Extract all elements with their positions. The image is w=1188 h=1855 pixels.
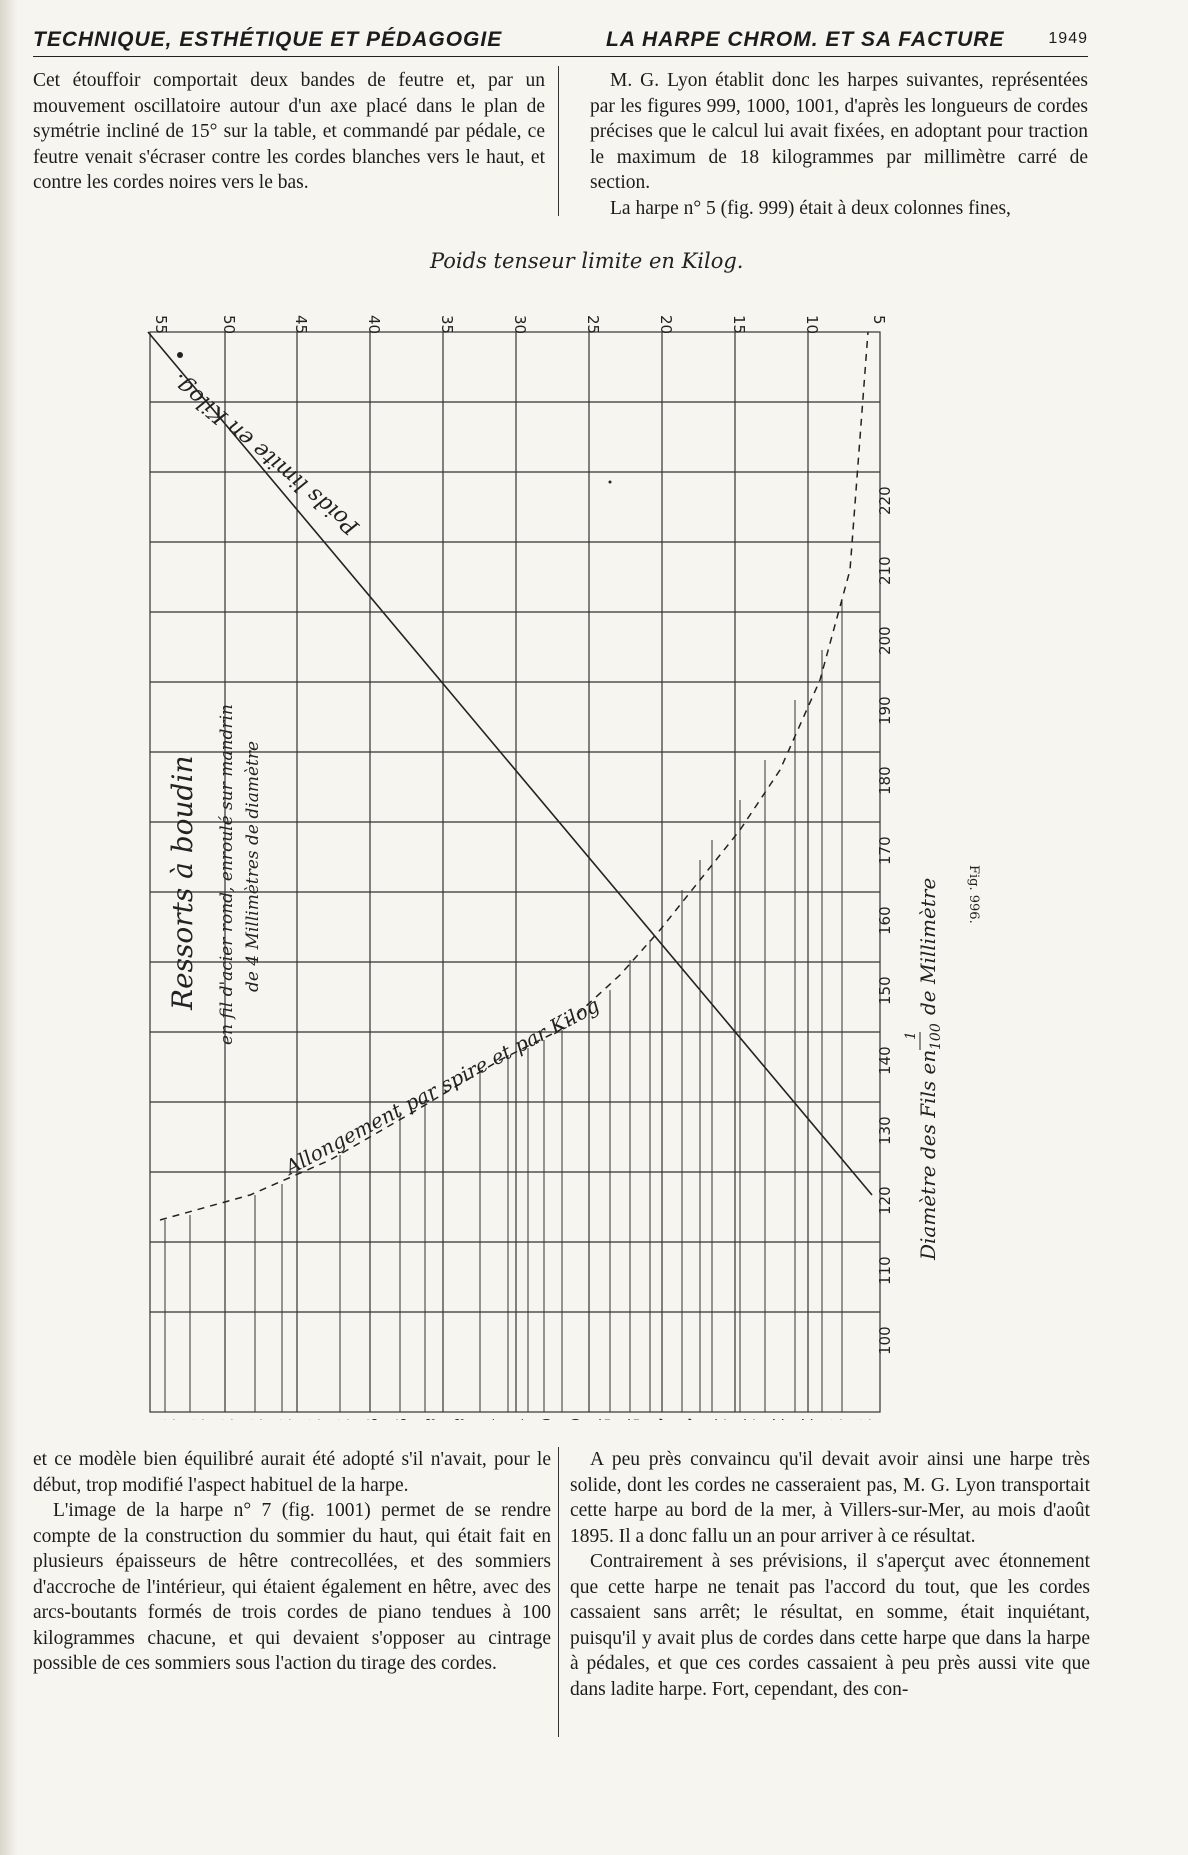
spring-chart — [0, 240, 1188, 1420]
weight-curve-label: Poids limite en Kilog. — [166, 368, 364, 540]
right-ticks — [876, 486, 894, 1355]
paragraph: Cet étouffoir comportait deux bandes de feutre et, par un mouvement oscillatoire autour d'un axe placé dans le plan de symétrie incliné de 15° sur la table, et commandé par pédale, ce feutre venait s'écraser contre les cordes blanches vers le haut, et contre les cordes noires vers le bas. — [33, 70, 545, 193]
figure-996 — [0, 240, 1188, 1425]
right-tick: 170 — [876, 836, 894, 865]
top-tick: 40 — [365, 315, 383, 335]
running-header — [33, 26, 1088, 57]
left-subtitle-1: en fil d'acier rond, enroulé sur mandrin — [217, 704, 237, 1045]
bottom-tick — [566, 1418, 584, 1420]
right-axis-title — [903, 878, 944, 1261]
paragraph: A peu près convaincu qu'il devait avoir ainsi une harpe très solide, dont les cordes ne casseraient pas, M. G. Lyon transportait cette harpe au bord de la mer, à Villers-sur-Mer, au mois d'août 1895. Il a donc fallu un an pour arriver à ce résultat. — [570, 1449, 1090, 1547]
bottom-tick — [421, 1418, 439, 1420]
bottom-tick — [537, 1418, 555, 1420]
bottom-tick — [711, 1418, 729, 1420]
top-tick: 20 — [657, 315, 675, 335]
bottom-tick — [479, 1418, 497, 1420]
bottom-tick — [189, 1418, 207, 1420]
right-tick: 180 — [876, 766, 894, 795]
paragraph: La harpe n° 5 (fig. 999) était à deux colonnes fines, — [610, 197, 1011, 219]
right-tick: 190 — [876, 696, 894, 725]
right-axis-title-main: Diamètre des Fils en — [916, 1049, 940, 1260]
bottom-tick — [334, 1418, 352, 1420]
top-tick: 30 — [511, 315, 529, 335]
right-tick: 200 — [876, 626, 894, 655]
top-tick: 10 — [803, 315, 821, 335]
top-tick: 35 — [438, 315, 456, 335]
top-tick: 15 — [730, 315, 748, 335]
left-subtitle-2: de 4 Millimètres de diamètre — [243, 740, 263, 992]
right-tick: 210 — [876, 556, 894, 585]
bottom-tick — [653, 1418, 671, 1420]
paragraph: M. G. Lyon établit donc les harpes suivantes, représentées par les figures 999, 1000, 1001, d'après les longueurs de cordes précises que le calcul lui avait fixées, en adoptant pour traction le maximum de 18 kilogrammes par millimètre carré de section. — [590, 70, 1088, 193]
header-right: LA HARPE CHROM. ET SA FACTURE — [606, 28, 1005, 51]
bottom-tick — [305, 1418, 323, 1420]
right-tick: 140 — [876, 1046, 894, 1075]
page-number: 1949 — [1048, 30, 1088, 47]
figure-caption: Fig. 996. — [966, 865, 981, 924]
right-tick: 150 — [876, 976, 894, 1005]
bottom-tick — [827, 1418, 845, 1420]
right-tick: 220 — [876, 486, 894, 515]
bottom-tick — [160, 1418, 178, 1420]
top-tick: 50 — [220, 315, 238, 335]
bottom-tick — [769, 1418, 787, 1420]
top-ticks — [152, 315, 888, 334]
column-divider — [558, 66, 559, 216]
bottom-tick — [450, 1418, 468, 1420]
text-column-top-left — [33, 68, 545, 196]
bottom-tick — [595, 1418, 613, 1420]
right-tick: 110 — [876, 1256, 894, 1285]
dot-mark — [609, 481, 612, 484]
bottom-tick — [508, 1418, 526, 1420]
top-axis-title: Poids tenseur limite en Kilog. — [430, 249, 744, 273]
column-divider — [558, 1447, 559, 1737]
right-tick: 100 — [876, 1326, 894, 1355]
paragraph: L'image de la harpe n° 7 (fig. 1001) permet de se rendre compte de la construction du sommier du haut, qui était fait en plusieurs épaisseurs de hêtre contrecollées, et des sommiers d'accroche de l'intérieur, qui étaient également en hêtre, avec des arcs-boutants formés de trois cordes de piano tendues à 100 kilogrammes chacune, et qui devaient s'opposer au cintrage possible de ces sommiers sous l'action du tirage des cordes. — [33, 1500, 551, 1674]
right-axis-fraction-num: 1 — [903, 1031, 919, 1040]
dot-mark — [177, 352, 183, 358]
bottom-ticks — [160, 1418, 874, 1420]
left-title: Ressorts à boudin — [166, 755, 199, 1010]
bottom-tick — [740, 1418, 758, 1420]
bottom-tick — [392, 1418, 410, 1420]
top-tick: 25 — [584, 315, 602, 335]
right-tick: 130 — [876, 1116, 894, 1145]
right-axis-title-end: de Millimètre — [916, 877, 940, 1015]
right-tick: 120 — [876, 1186, 894, 1215]
text-column-bottom-right — [570, 1447, 1090, 1702]
elongation-curve-label: Allongement par spire et par Kilog — [281, 992, 604, 1180]
bottom-tick — [798, 1418, 816, 1420]
elongation-bars — [165, 600, 842, 1412]
right-tick: 160 — [876, 906, 894, 935]
bottom-tick — [856, 1418, 874, 1420]
bottom-tick — [682, 1418, 700, 1420]
bottom-tick — [624, 1418, 642, 1420]
text-column-bottom-left — [33, 1447, 551, 1677]
bottom-tick — [363, 1418, 381, 1420]
right-axis-fraction-den: 100 — [928, 1023, 944, 1050]
top-tick: 45 — [292, 315, 310, 335]
paragraph: et ce modèle bien équilibré aurait été adopté s'il n'avait, pour le début, trop modifié l'aspect habituel de la harpe. — [33, 1449, 551, 1496]
bottom-tick — [247, 1418, 265, 1420]
paragraph: Contrairement à ses prévisions, il s'aperçut avec étonnement que cette harpe ne tenait pas l'accord du tout, que les cordes cassaient sans arrêt; le résultat, en somme, était inquiétant, puisqu'il y avait plus de cordes dans cette harpe que dans la harpe à pédales, et que ces cordes cassaient à peu près aussi vite que dans ladite harpe. Fort, cependant, des con- — [570, 1551, 1090, 1700]
bottom-tick — [276, 1418, 294, 1420]
top-tick: 5 — [870, 315, 888, 325]
header-left: TECHNIQUE, ESTHÉTIQUE ET PÉDAGOGIE — [33, 28, 503, 51]
top-tick: 55 — [152, 315, 170, 335]
bottom-tick — [218, 1418, 236, 1420]
text-column-top-right — [590, 68, 1088, 221]
